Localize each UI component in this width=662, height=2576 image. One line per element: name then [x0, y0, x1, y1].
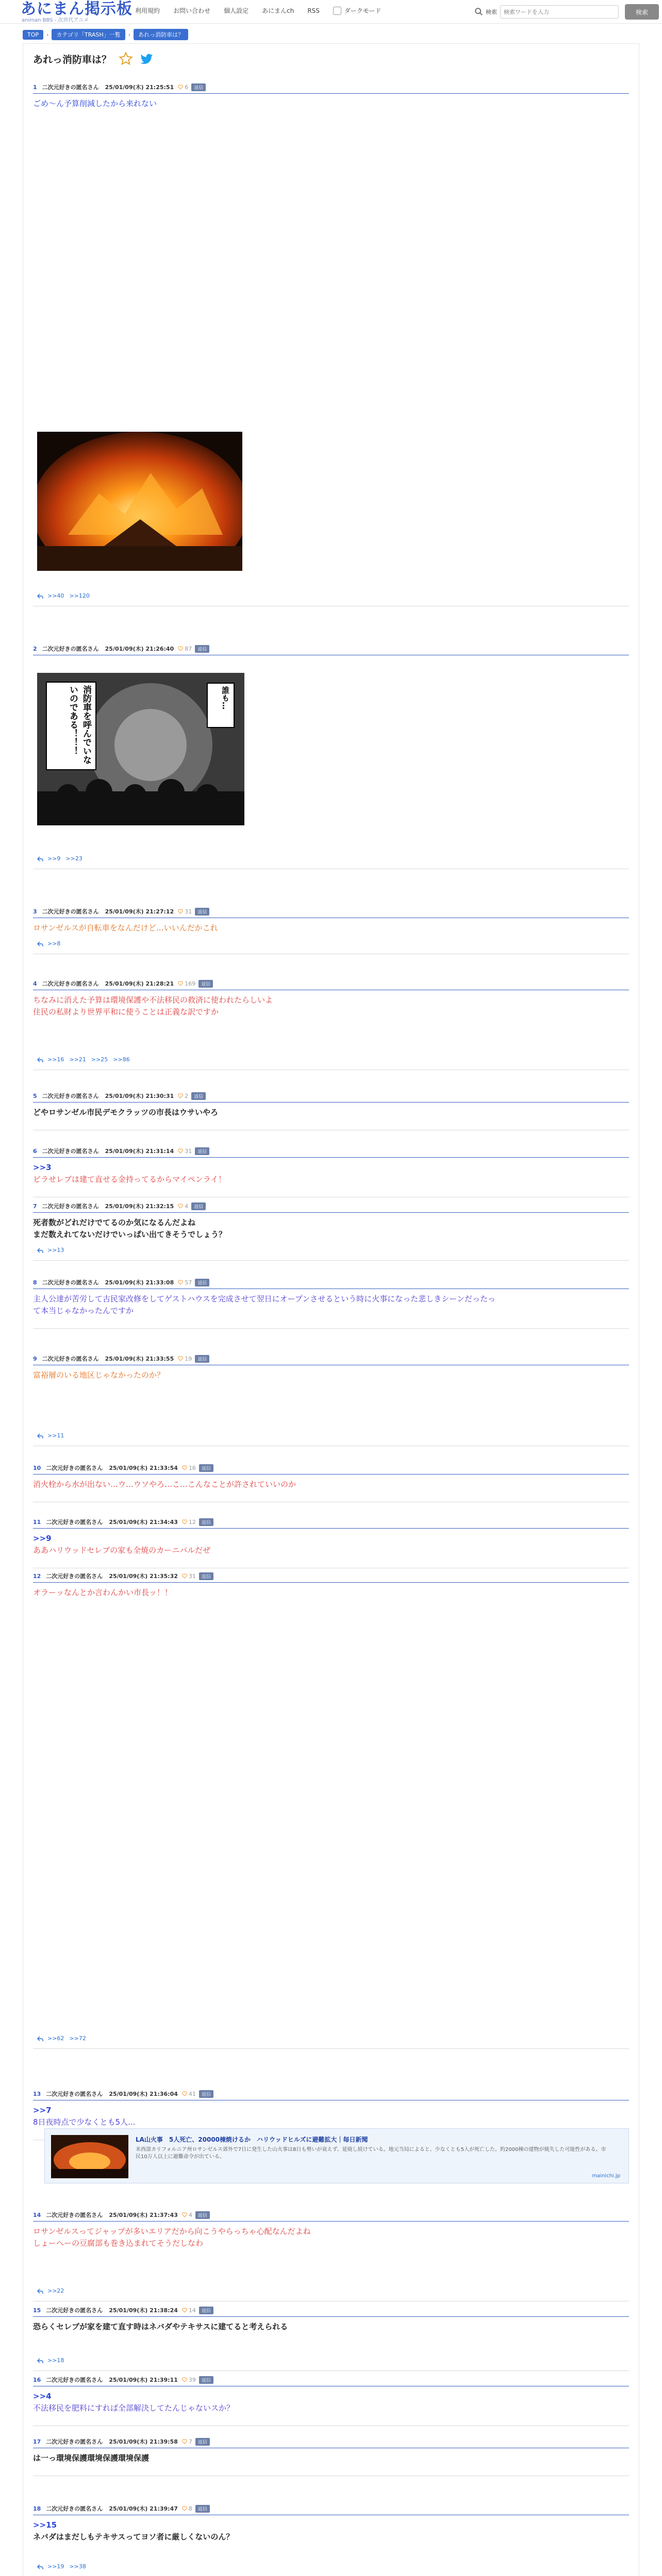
heart-icon [182, 2506, 187, 2511]
reply-badge[interactable]: 返信 [195, 1279, 209, 1286]
post-date: 25/01/09(木) 21:25:51 [105, 84, 174, 91]
post-date: 25/01/09(木) 21:31:14 [105, 1148, 174, 1155]
post-text-line: ロサンゼルスが自転車をなんだけど…いいんだかこれ [33, 923, 218, 933]
post-author: 二次元好きの匿名さん [42, 646, 99, 652]
post-good[interactable] [182, 2505, 192, 2512]
good-count: 6 [185, 83, 189, 91]
post-text-line: しょーへーの豆腐部も巻き込まれてそうだしなわ [33, 2239, 204, 2248]
post-date: 25/01/09(木) 21:28:21 [105, 980, 174, 987]
search-bar [474, 4, 659, 20]
heart-icon [182, 2377, 187, 2382]
reply-badge[interactable]: 返信 [198, 980, 213, 988]
post-5 [33, 1091, 629, 1118]
reply-link[interactable]: >>38 [69, 2563, 86, 2570]
twitter-bird-icon[interactable] [139, 52, 154, 66]
post-body [33, 2519, 629, 2543]
post-body [33, 1162, 629, 1185]
reply-link[interactable]: >>86 [113, 1056, 130, 1063]
heart-icon [178, 1356, 183, 1361]
post-2 [33, 644, 629, 659]
reply-badge[interactable]: 返信 [195, 1355, 209, 1363]
link-preview-card[interactable] [44, 2128, 629, 2183]
reply-badge[interactable]: 返信 [195, 2211, 210, 2219]
reply-link[interactable]: >>11 [47, 1432, 64, 1439]
dark-mode-checkbox[interactable] [333, 7, 341, 15]
post-divider [33, 2221, 629, 2222]
post-meta [33, 2306, 629, 2315]
post-good[interactable] [178, 1279, 192, 1286]
reply-badge[interactable]: 返信 [195, 2505, 210, 2513]
post-text-line: オラーッなんとか言わんかい市長ッ！！ [33, 1588, 173, 1597]
post-meta [33, 2210, 629, 2219]
post-good[interactable] [178, 1355, 192, 1362]
post-good[interactable] [178, 1203, 188, 1210]
reply-arrow-icon [37, 2288, 43, 2294]
post-separator [33, 2048, 629, 2049]
post-meta [33, 1201, 629, 1211]
reply-arrow-icon [37, 2358, 43, 2364]
reply-badge[interactable]: 返信 [195, 1147, 209, 1155]
post-body [33, 1107, 629, 1118]
reply-links-1 [37, 592, 95, 599]
post-author: 二次元好きの匿名さん [46, 1519, 103, 1526]
reply-links-14 [37, 2287, 69, 2294]
post-date: 25/01/09(木) 21:33:54 [109, 1465, 178, 1471]
heart-icon [178, 981, 183, 986]
manga-panel[interactable] [37, 673, 244, 825]
post-good[interactable] [182, 1573, 196, 1580]
post-text-line: まだ数えれてないだけでいっぱい出てきそうでしょう？ [33, 1230, 227, 1239]
logo-text: あにまん掲示板 [21, 0, 133, 18]
heart-icon [182, 1573, 187, 1579]
nav-settings[interactable]: 個人設定 [224, 7, 249, 14]
good-count: 19 [185, 1355, 192, 1362]
post-author: 二次元好きの匿名さん [42, 1203, 99, 1210]
reply-badge[interactable]: 返信 [199, 2376, 213, 2384]
post-good[interactable] [178, 646, 192, 652]
reply-arrow-icon [37, 856, 43, 862]
post-author: 二次元好きの匿名さん [42, 84, 99, 91]
post-meta [33, 979, 629, 988]
post-text-line: は一っ環境保護環境保護環境保護 [33, 2453, 150, 2463]
post-meta [33, 2375, 629, 2384]
post-good[interactable] [178, 1093, 188, 1099]
post-body [33, 922, 629, 934]
post-body [33, 2452, 629, 2464]
post-author: 二次元好きの匿名さん [42, 1093, 99, 1099]
post-number[interactable]: 16 [33, 2376, 41, 2383]
reply-link[interactable]: >>22 [47, 2287, 64, 2294]
good-count: 16 [188, 1464, 196, 1471]
post-text-line: ビラせレブは建て直せる金持ってるからマイペンライ！ [33, 1175, 226, 1184]
post-6 [33, 1146, 629, 1185]
reply-badge[interactable]: 返信 [191, 1202, 206, 1210]
post-meta [33, 1517, 629, 1527]
post-author: 二次元好きの匿名さん [46, 1465, 103, 1471]
post-good[interactable] [182, 2091, 196, 2097]
post-date: 25/01/09(木) 21:27:12 [105, 908, 174, 915]
reply-links-4 [37, 1056, 135, 1063]
reply-link[interactable]: >>72 [69, 2035, 86, 2042]
post-date: 25/01/09(木) 21:32:15 [105, 1203, 174, 1210]
heart-icon [178, 909, 183, 914]
post-author: 二次元好きの匿名さん [42, 980, 99, 987]
post-date: 25/01/09(木) 21:34:43 [109, 1519, 178, 1526]
reply-link[interactable]: >>40 [47, 592, 64, 599]
post-author: 二次元好きの匿名さん [46, 2307, 103, 2314]
reply-badge[interactable]: 返信 [191, 1092, 206, 1100]
post-8 [33, 1278, 629, 1317]
post-date: 25/01/09(木) 21:36:04 [109, 2091, 178, 2097]
good-count: 31 [185, 1147, 192, 1155]
heart-icon [178, 1280, 183, 1285]
reply-badge[interactable]: 返信 [195, 645, 209, 653]
reply-links-18 [37, 2563, 91, 2570]
reply-badge[interactable]: 返信 [199, 1572, 213, 1580]
reply-link[interactable]: >>120 [69, 592, 90, 599]
post-number[interactable]: 9 [33, 1355, 37, 1362]
reply-arrow-icon [37, 2564, 43, 2570]
good-count: 2 [185, 1092, 189, 1099]
reply-arrow-icon [37, 2036, 43, 2042]
post-body [33, 1293, 629, 1317]
post-author: 二次元好きの匿名さん [42, 908, 99, 915]
post-date: 25/01/09(木) 21:39:11 [109, 2377, 178, 2383]
post-text-line: 恐らくセレブが家を建て直す時はネバダやテキサスに建てると考えられる [33, 2322, 288, 2331]
reply-anchor[interactable]: >>7 [33, 2106, 52, 2115]
logo-subtext: animan BBS - 次世代アニメ [22, 18, 89, 23]
breadcrumb [23, 29, 191, 40]
post-number[interactable]: 2 [33, 645, 37, 652]
post-good[interactable] [182, 2377, 196, 2383]
manga-speech-1: 誰も… [221, 686, 230, 709]
post-meta [33, 907, 629, 916]
reply-link[interactable]: >>9 [47, 855, 61, 862]
link-description: 米西部カリフォルニア州ロサンゼルス郊外で7日に発生した山火事は8日も勢いが衰えず、延焼し続けている。地元当局によると、少なくとも5人が死亡した。約2000棟の建物が焼失した可能性がある。市民10万人以上に避難命令が出ている。 [136, 2147, 606, 2160]
reply-link[interactable]: >>16 [47, 1056, 64, 1063]
post-text-line: ごめ～ん予算削減したから来れない [33, 99, 157, 108]
reply-anchor[interactable]: >>4 [33, 2392, 52, 2401]
post-number[interactable]: 17 [33, 2438, 41, 2445]
post-9 [33, 1354, 629, 1381]
post-17 [33, 2437, 629, 2464]
post-body [33, 1217, 629, 1241]
post-good[interactable] [178, 84, 188, 91]
heart-icon [178, 646, 183, 651]
reply-badge[interactable]: 返信 [195, 908, 209, 916]
good-count: 14 [188, 2307, 196, 2314]
good-count: 12 [188, 1518, 196, 1526]
search-icon [474, 7, 484, 16]
breadcrumb-top[interactable]: TOP [23, 30, 43, 40]
reply-links-7 [37, 1247, 69, 1253]
post-text-line: 8日夜時点で少なくとも5人... [33, 2117, 136, 2127]
post-text-line: 死者数がどれだけでてるのか気になるんだよね [33, 1218, 196, 1227]
reply-link[interactable]: >>25 [91, 1056, 108, 1063]
reply-arrow-icon [37, 1057, 43, 1063]
post-number[interactable]: 10 [33, 1464, 41, 1471]
post-meta [33, 1463, 629, 1472]
post-author: 二次元好きの匿名さん [46, 2212, 103, 2218]
reply-badge[interactable]: 返信 [199, 2307, 213, 2314]
post-meta [33, 1091, 629, 1100]
post-good[interactable] [182, 2438, 192, 2445]
nav-contact[interactable]: お問い合わせ [173, 7, 211, 14]
post-separator [33, 1328, 629, 1329]
post-author: 二次元好きの匿名さん [42, 1279, 99, 1286]
post-date: 25/01/09(木) 21:30:31 [105, 1093, 174, 1099]
post-divider [33, 1157, 629, 1158]
heart-icon [182, 1465, 187, 1470]
reply-links-12 [37, 2035, 91, 2042]
reply-badge[interactable]: 返信 [199, 1464, 213, 1472]
post-good[interactable] [178, 908, 192, 915]
post-divider [33, 93, 629, 94]
post-text-line: ネバダはまだしもテキサスってヨソ者に厳しくないのん？ [33, 2532, 234, 2541]
reply-arrow-icon [37, 593, 43, 599]
post-meta [33, 1146, 629, 1156]
post-separator [33, 2370, 629, 2371]
post-number[interactable]: 8 [33, 1279, 37, 1286]
post-number[interactable]: 1 [33, 83, 37, 91]
post-meta [33, 1571, 629, 1581]
good-count: 4 [185, 1202, 189, 1210]
star-icon[interactable] [119, 52, 133, 66]
good-count: 7 [188, 2438, 192, 2445]
link-title[interactable]: LA山火事 5人死亡、20000棟焼けるか ハリウッドヒルズに避難拡大｜毎日新聞 [136, 2136, 368, 2143]
post-number[interactable]: 13 [33, 2090, 41, 2097]
post-number[interactable]: 12 [33, 1572, 41, 1580]
post-date: 25/01/09(木) 21:26:40 [105, 646, 174, 652]
reply-arrow-icon [37, 1247, 43, 1253]
post-divider [33, 1474, 629, 1475]
post-divider [33, 2316, 629, 2317]
post-body [33, 1369, 629, 1381]
post-meta [33, 2089, 629, 2098]
reply-badge[interactable]: 返信 [199, 2090, 213, 2098]
post-3 [33, 907, 629, 934]
post-divider [33, 1528, 629, 1529]
reply-arrow-icon [37, 1433, 43, 1439]
post-date: 25/01/09(木) 21:37:43 [109, 2212, 178, 2218]
heart-icon [178, 1204, 183, 1209]
good-count: 87 [185, 645, 192, 652]
post-15 [33, 2306, 629, 2333]
post-text-line: 住民の私財より世界平和に使うことは正義な訳ですか [33, 1007, 219, 1016]
post-text-line: 消火栓から水が出ない…ウ…ウソやろ…こ…こんなことが許されていいのか [33, 1480, 296, 1489]
dark-mode-label: ダークモード [344, 7, 382, 14]
post-13 [33, 2089, 629, 2128]
post-author: 二次元好きの匿名さん [46, 1573, 103, 1580]
heart-icon [178, 1148, 183, 1154]
heart-icon [182, 2212, 187, 2217]
search-input[interactable] [500, 5, 619, 19]
link-source[interactable]: mainichi.jp [592, 2173, 620, 2179]
heart-icon [178, 84, 183, 90]
post-4 [33, 979, 629, 1018]
post-good[interactable] [182, 2307, 196, 2314]
reply-anchor[interactable]: >>9 [33, 1534, 52, 1543]
post-body [33, 1587, 629, 1599]
good-count: 41 [188, 2090, 196, 2097]
post-text-line: ああハリウッドセレブの家も全焼のカーニバルだぜ [33, 1546, 211, 1555]
post-good[interactable] [182, 1519, 196, 1526]
post-date: 25/01/09(木) 21:39:47 [109, 2505, 178, 2512]
post-number[interactable]: 15 [33, 2307, 41, 2314]
post-body [33, 2391, 629, 2414]
post-author: 二次元好きの匿名さん [46, 2438, 103, 2445]
post-number[interactable]: 11 [33, 1518, 41, 1526]
post-meta [33, 2504, 629, 2513]
breadcrumb-separator: › [128, 31, 131, 38]
reply-links-9 [37, 1432, 69, 1439]
post-body [33, 2321, 629, 2333]
top-nav [135, 6, 384, 15]
post-good[interactable] [178, 1148, 192, 1155]
post-10 [33, 1463, 629, 1490]
post-author: 二次元好きの匿名さん [42, 1148, 99, 1155]
post-divider [33, 1582, 629, 1583]
post-text-line: ロサンゼルスってジャップが多いエリアだから向こうやらっちゃ心配なんだよね [33, 2227, 311, 2236]
reply-anchor[interactable]: >>15 [33, 2520, 57, 2530]
nav-rss[interactable]: RSS [307, 7, 320, 14]
post-good[interactable] [182, 1465, 196, 1471]
post-body [33, 2226, 629, 2249]
reply-links-2 [37, 855, 88, 862]
good-count: 39 [188, 2376, 196, 2383]
post-author: 二次元好きの匿名さん [46, 2505, 103, 2512]
reply-anchor[interactable]: >>3 [33, 1163, 52, 1172]
post-text-line: 主人公達が苦労して古民家改修をしてゲストハウスを完成させて翌日にオープンさせるという時に火事になった悲しきシーンだったっ [33, 1294, 496, 1303]
post-body [33, 2105, 629, 2128]
post-meta [33, 2437, 629, 2446]
heart-icon [182, 2091, 187, 2096]
post-good[interactable] [178, 980, 195, 987]
post-body [33, 98, 629, 110]
post-date: 25/01/09(木) 21:33:08 [105, 1279, 174, 1286]
dark-mode-toggle[interactable] [333, 6, 382, 15]
post-18 [33, 2504, 629, 2543]
post-11 [33, 1517, 629, 1556]
post-text-line: ちなみに消えた予算は環境保護や不法移民の救済に使われたらしいよ [33, 995, 273, 1005]
heart-icon [178, 1093, 183, 1098]
search-label: 検索 [486, 9, 497, 15]
site-logo[interactable] [21, 1, 133, 24]
post-body [33, 994, 629, 1018]
fire-photo[interactable] [37, 432, 242, 571]
post-12 [33, 1571, 629, 1599]
reply-links-15 [37, 2357, 69, 2364]
post-number[interactable]: 14 [33, 2211, 41, 2218]
post-date: 25/01/09(木) 21:39:58 [109, 2438, 178, 2445]
post-author: 二次元好きの匿名さん [42, 1355, 99, 1362]
post-number[interactable]: 4 [33, 980, 37, 987]
thread-title: あれっ消防車は？ [33, 54, 112, 65]
reply-link[interactable]: >>21 [69, 1056, 86, 1063]
post-14 [33, 2210, 629, 2249]
post-number[interactable]: 3 [33, 908, 37, 915]
post-body [33, 1533, 629, 1556]
post-text-line: 不法移民を肥料にすれば全部解決してたんじゃないスか？ [33, 2403, 235, 2413]
heart-icon [182, 2439, 187, 2444]
post-divider [33, 1212, 629, 1213]
post-number[interactable]: 5 [33, 1092, 37, 1099]
reply-badge[interactable]: 返信 [191, 83, 206, 91]
heart-icon [182, 2308, 187, 2313]
good-count: 31 [185, 908, 192, 915]
heart-icon [182, 1519, 187, 1524]
nav-terms[interactable]: 利用規約 [135, 7, 160, 14]
post-1 [33, 82, 629, 110]
reply-link[interactable]: >>62 [47, 2035, 64, 2042]
post-meta [33, 82, 629, 92]
post-author: 二次元好きの匿名さん [46, 2377, 103, 2383]
breadcrumb-thread[interactable]: あれっ消防車は？ [134, 29, 188, 40]
top-bar [0, 0, 662, 24]
search-button[interactable]: 検索 [625, 4, 659, 20]
breadcrumb-category[interactable]: カテゴリ「TRASH」一覧 [52, 29, 125, 40]
post-number[interactable]: 18 [33, 2505, 41, 2512]
good-count: 57 [185, 1279, 192, 1286]
breadcrumb-separator: › [46, 31, 49, 38]
good-count: 31 [188, 1572, 196, 1580]
reply-arrow-icon [37, 941, 43, 947]
reply-link[interactable]: >>13 [47, 1247, 64, 1253]
post-date: 25/01/09(木) 21:35:32 [109, 1573, 178, 1580]
post-date: 25/01/09(木) 21:38:24 [109, 2307, 178, 2314]
post-text-line: 富裕層のいる地区じゃなかったのか？ [33, 1370, 165, 1380]
good-count: 8 [188, 2505, 192, 2512]
reply-link[interactable]: >>23 [65, 855, 82, 862]
post-date: 25/01/09(木) 21:33:55 [105, 1355, 174, 1362]
reply-link[interactable]: >>19 [47, 2563, 64, 2570]
post-7 [33, 1201, 629, 1241]
post-good[interactable] [182, 2212, 192, 2218]
post-meta [33, 644, 629, 653]
post-16 [33, 2375, 629, 2414]
thread-header [33, 52, 160, 66]
link-thumbnail [51, 2135, 128, 2178]
post-author: 二次元好きの匿名さん [46, 2091, 103, 2097]
post-number[interactable]: 7 [33, 1202, 37, 1210]
reply-badge[interactable]: 返信 [199, 1518, 213, 1526]
post-number[interactable]: 6 [33, 1147, 37, 1155]
nav-animanch[interactable]: あにまんch [262, 7, 294, 14]
post-divider [33, 1102, 629, 1103]
post-body [33, 1479, 629, 1490]
reply-link[interactable]: >>8 [47, 940, 61, 947]
reply-badge[interactable]: 返信 [195, 2438, 210, 2446]
good-count: 169 [185, 980, 196, 987]
post-meta [33, 1278, 629, 1287]
reply-link[interactable]: >>18 [47, 2357, 64, 2364]
post-text-line: どやロサンゼル市民デモクラッツの市長はウサいやろ [33, 1108, 218, 1117]
reply-links-3 [37, 940, 65, 947]
post-meta [33, 1354, 629, 1363]
good-count: 4 [188, 2211, 192, 2218]
post-separator [33, 1260, 629, 1261]
manga-speech-2: 消防車を呼んでいないのである！！！ [68, 685, 91, 764]
post-text-line: て本当じゃなかったんですか [33, 1306, 134, 1315]
